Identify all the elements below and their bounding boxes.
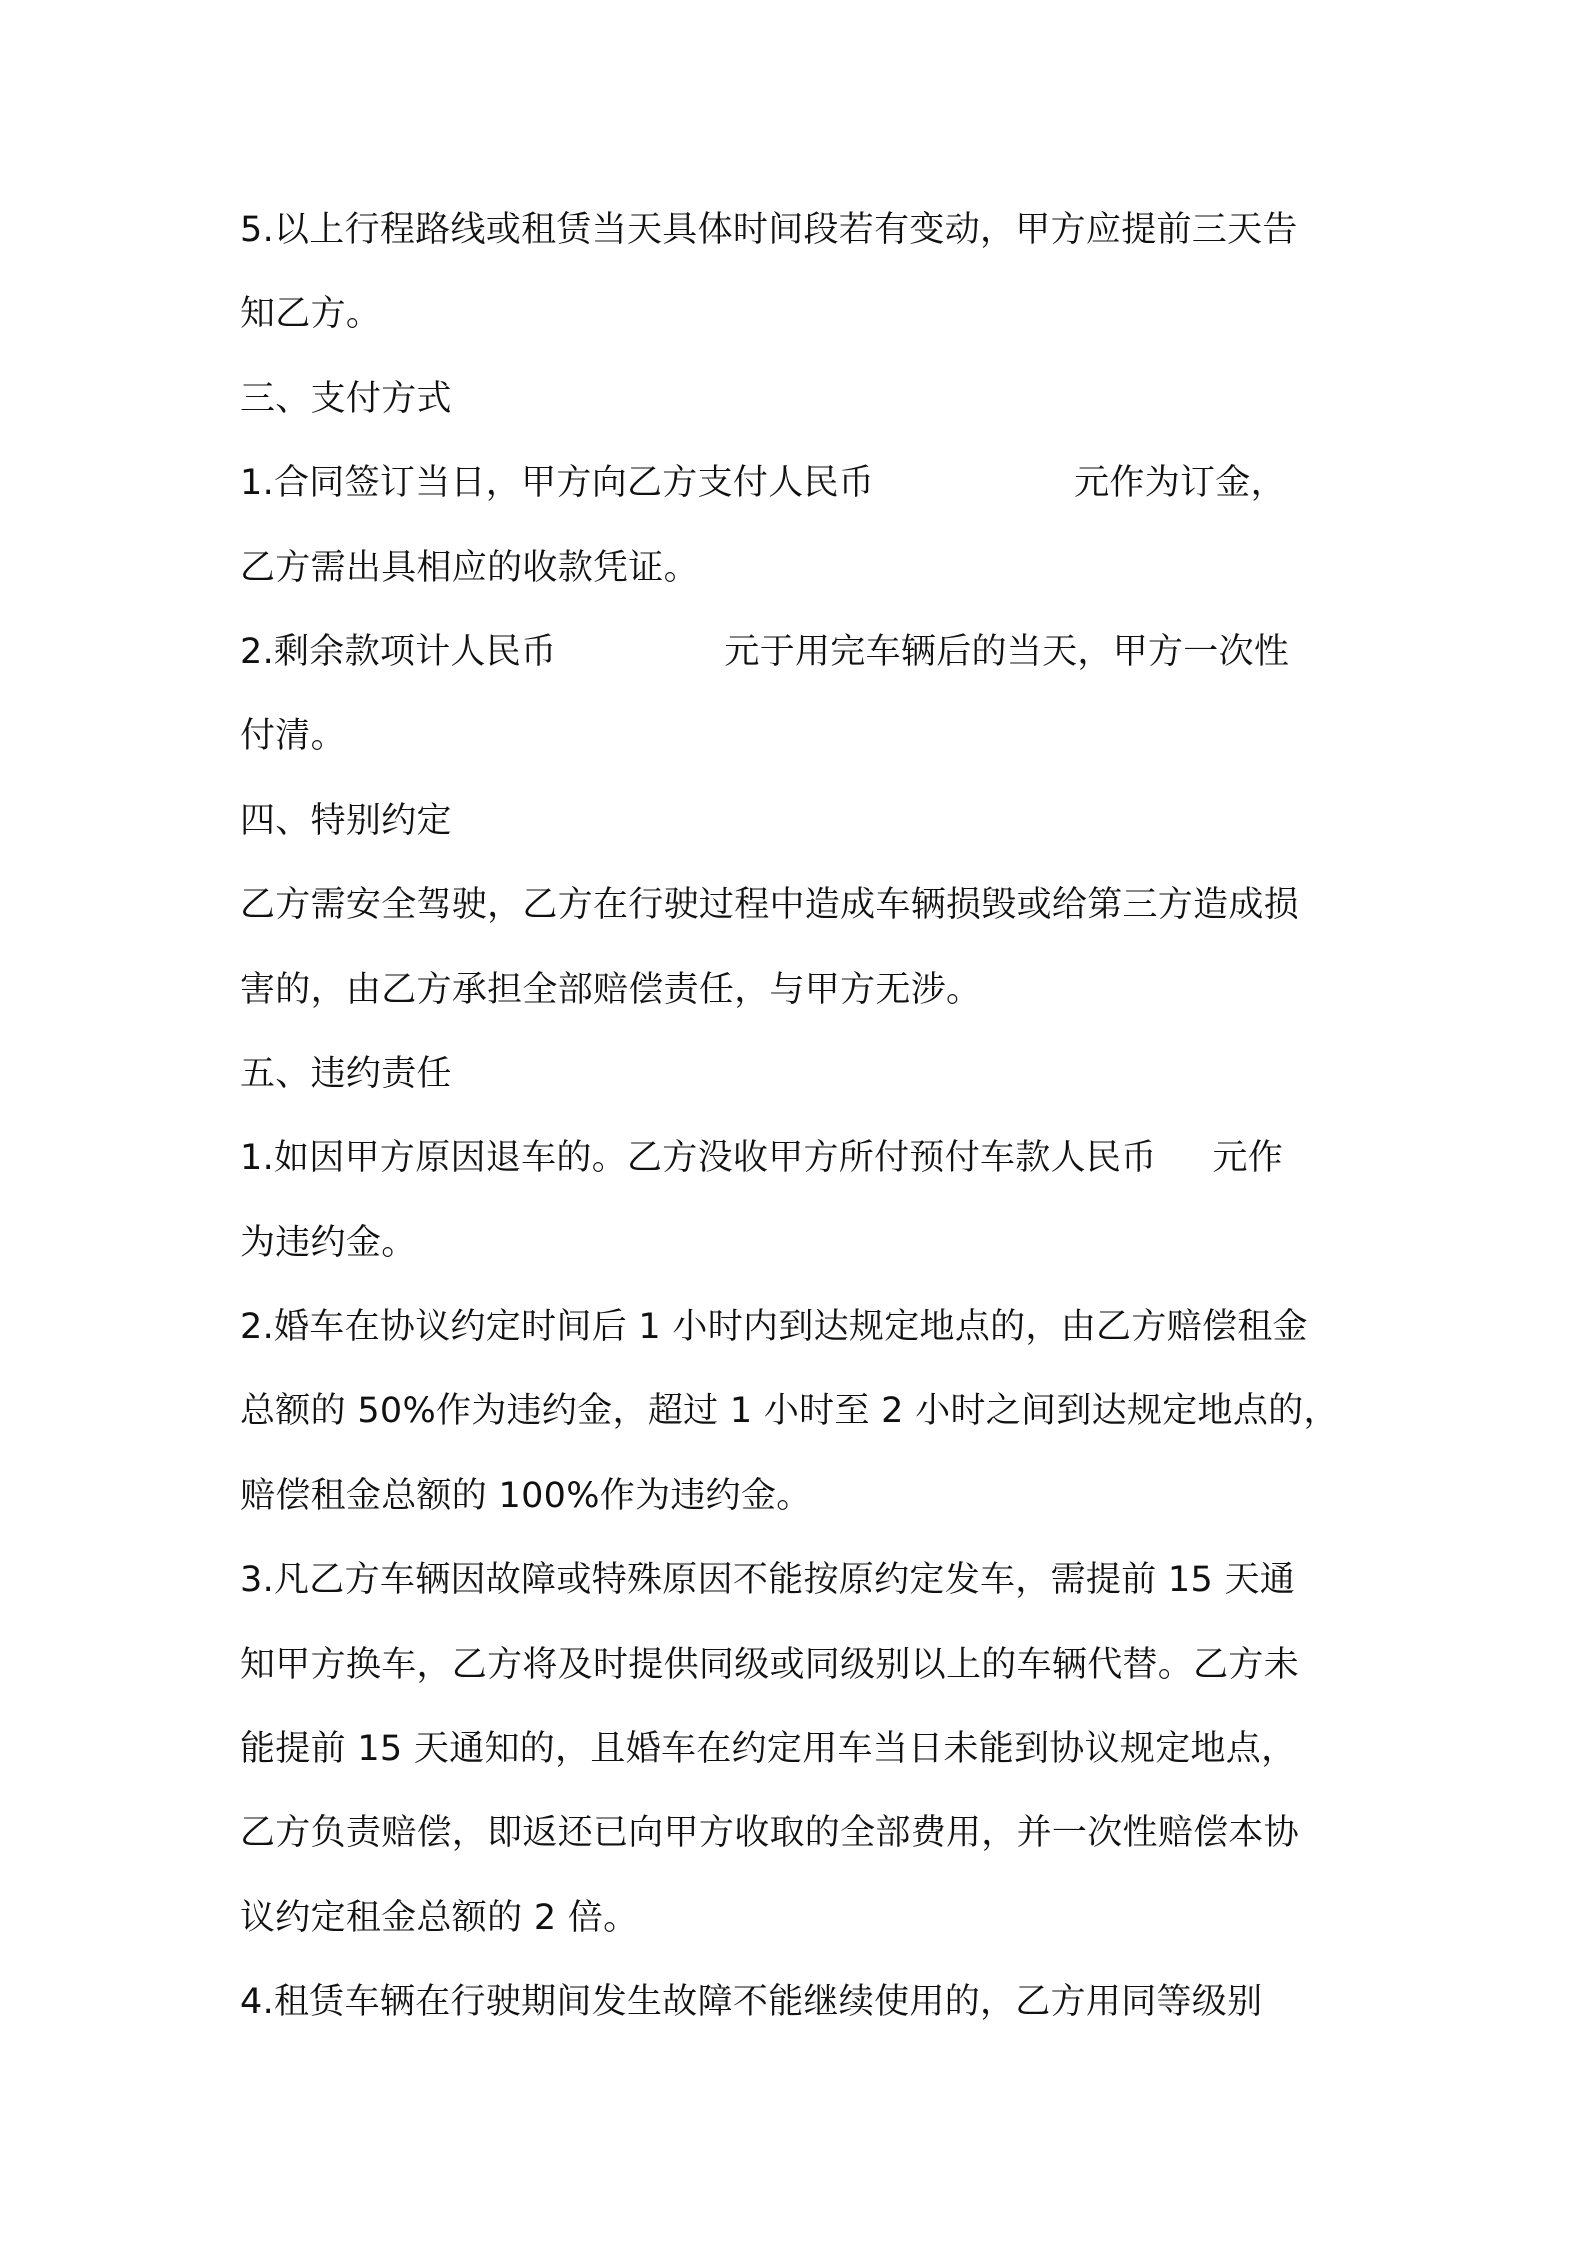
paragraph-line: 乙方需安全驾驶，乙方在行驶过程中造成车辆损毁或给第三方造成损 bbox=[240, 885, 1300, 926]
paragraph-line: 赔偿租金总额的 100%作为违约金。 bbox=[240, 1475, 812, 1516]
document-body bbox=[240, 194, 1380, 2051]
paragraph-line: 总额的 50%作为违约金，超过 1 小时至 2 小时之间到达规定地点的， bbox=[240, 1391, 1339, 1432]
section-heading: 五、违约责任 bbox=[240, 1053, 452, 1094]
text-segment: 2.剩余款项计人民币 bbox=[240, 631, 557, 672]
text-segment: 元于用完车辆后的当天，甲方一次性 bbox=[724, 631, 1290, 672]
paragraph-line: 害的，由乙方承担全部赔偿责任，与甲方无涉。 bbox=[240, 969, 982, 1010]
paragraph-line bbox=[240, 1122, 1380, 1206]
paragraph-line: 为违约金。 bbox=[240, 1222, 417, 1263]
text-segment: 元作为订金， bbox=[1074, 463, 1286, 504]
text-segment: 1.如因甲方原因退车的。乙方没收甲方所付预付车款人民币 bbox=[240, 1138, 1157, 1179]
paragraph-line: 议约定租金总额的 2 倍。 bbox=[240, 1897, 639, 1938]
paragraph-line bbox=[240, 616, 1380, 700]
text-segment: 1.合同签订当日，甲方向乙方支付人民币 bbox=[240, 463, 875, 504]
paragraph-line: 5.以上行程路线或租赁当天具体时间段若有变动，甲方应提前三天告 bbox=[240, 210, 1298, 250]
paragraph-line: 2.婚车在协议约定时间后 1 小时内到达规定地点的，由乙方赔偿租金 bbox=[240, 1307, 1308, 1348]
paragraph-line: 付清。 bbox=[240, 716, 346, 757]
section-heading: 四、特别约定 bbox=[240, 800, 452, 841]
paragraph-line: 3.凡乙方车辆因故障或特殊原因不能按原约定发车，需提前 15 天通 bbox=[240, 1560, 1296, 1601]
paragraph-line: 能提前 15 天通知的，且婚车在约定用车当日未能到协议规定地点， bbox=[240, 1729, 1297, 1770]
paragraph-line: 知乙方。 bbox=[240, 294, 382, 335]
paragraph-line bbox=[240, 447, 1380, 531]
paragraph-line: 知甲方换车，乙方将及时提供同级或同级别以上的车辆代替。乙方未 bbox=[240, 1644, 1300, 1685]
paragraph-line: 乙方负责赔偿，即返还已向甲方收取的全部费用，并一次性赔偿本协 bbox=[240, 1813, 1300, 1854]
paragraph-line: 乙方需出具相应的收款凭证。 bbox=[240, 547, 699, 588]
text-segment: 元作 bbox=[1212, 1138, 1284, 1179]
section-heading: 三、支付方式 bbox=[240, 378, 452, 419]
paragraph-line: 4.租赁车辆在行驶期间发生故障不能继续使用的，乙方用同等级别 bbox=[240, 1982, 1263, 2023]
